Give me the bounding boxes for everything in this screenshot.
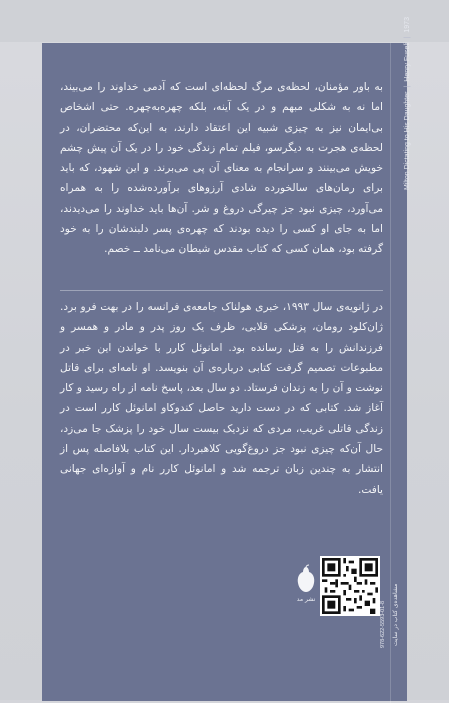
isbn-label: 978-622-5593-01-8 bbox=[380, 600, 386, 648]
publisher-name: نشر مد bbox=[296, 596, 316, 603]
top-band bbox=[0, 0, 449, 42]
painting-artist: Henry Fuseli bbox=[404, 42, 411, 82]
blurb-paragraph-2: در ژانویه‌ی سال ۱۹۹۳، خبری هولناک جامعه‌ی فرانسه را در بهت فرو برد. ژان‌کلود رومان، پزشکی قلابی، ظرف یک روز پدر و مادر و همسر و فرزندانش را به قتل رسانده بود. امانوئل کارر با خواندن این خبر در مطبوعات تصمیم گرفت کتابی درباره‌ی آن بنویسد. او نامه‌ای برای قاتل نوشت و آن را به زندان فرستاد. دو سال بعد، پاسخ نامه از راه رسید و کار آغاز شد. کتابی که در دست دارید حاصل کندوکاو امانوئل کارر است در زندگی قاتلی غریب، مردی که نزدیک بیست سال خود را پزشک جا می‌زد، حال آن‌که چیزی نبود جز دروغ‌گویی کلاهبردار. این کتاب بلافاصله پس از انتشار به چندین زبان ترجمه شد و امانوئل کارر نام و آوازه‌ای جهانی یافت. bbox=[60, 301, 384, 496]
qr-code-icon bbox=[322, 558, 378, 614]
site-note: مشاهده‌ی کتاب در سایت bbox=[392, 583, 399, 646]
qr-code[interactable] bbox=[320, 556, 380, 616]
spine-rule bbox=[390, 43, 391, 703]
blurb-paragraph-1: به باور مؤمنان، لحظه‌ی مرگ لحظه‌ای است که آدمی خداوند را می‌بیند، اما نه به شکلی مبهم و در یک آینه، بلکه چهره‌به‌چهره. حتی اشخاص بی‌ایمان نیز به چیزی شبیه این اعتقاد دارند، به این‌که محتضران، در لحظه‌ی هجرت به دیگرسو، فیلم تمام زندگی خود را در یک آن پیش چشم خویش می‌بینند و سرانجام به معنای آن پی می‌برند. و این شهود، که باید برای رمان‌های سالخورده شادی آرزوهای برآورده‌شده را به همراه می‌آورد، چیزی نبود جز چیرگی دروغ و شر. آن‌ها باید خداوند را می‌دیدند، اما به جای او کسی را دیده بودند که چهره‌ی پسر دلبندشان را به خود گرفته بود، همان کسی که کتاب مقدس شیطان می‌نامد ــ خصم. bbox=[60, 81, 383, 256]
paragraph-divider bbox=[60, 290, 383, 291]
painting-year: 1973 bbox=[404, 17, 411, 33]
painting-credit: Milton Dictating to His Daughter|Henry Fuseli|1973 bbox=[404, 17, 411, 190]
pear-logo-icon bbox=[294, 564, 318, 594]
painting-title: Milton Dictating to His Daughter bbox=[404, 91, 411, 190]
